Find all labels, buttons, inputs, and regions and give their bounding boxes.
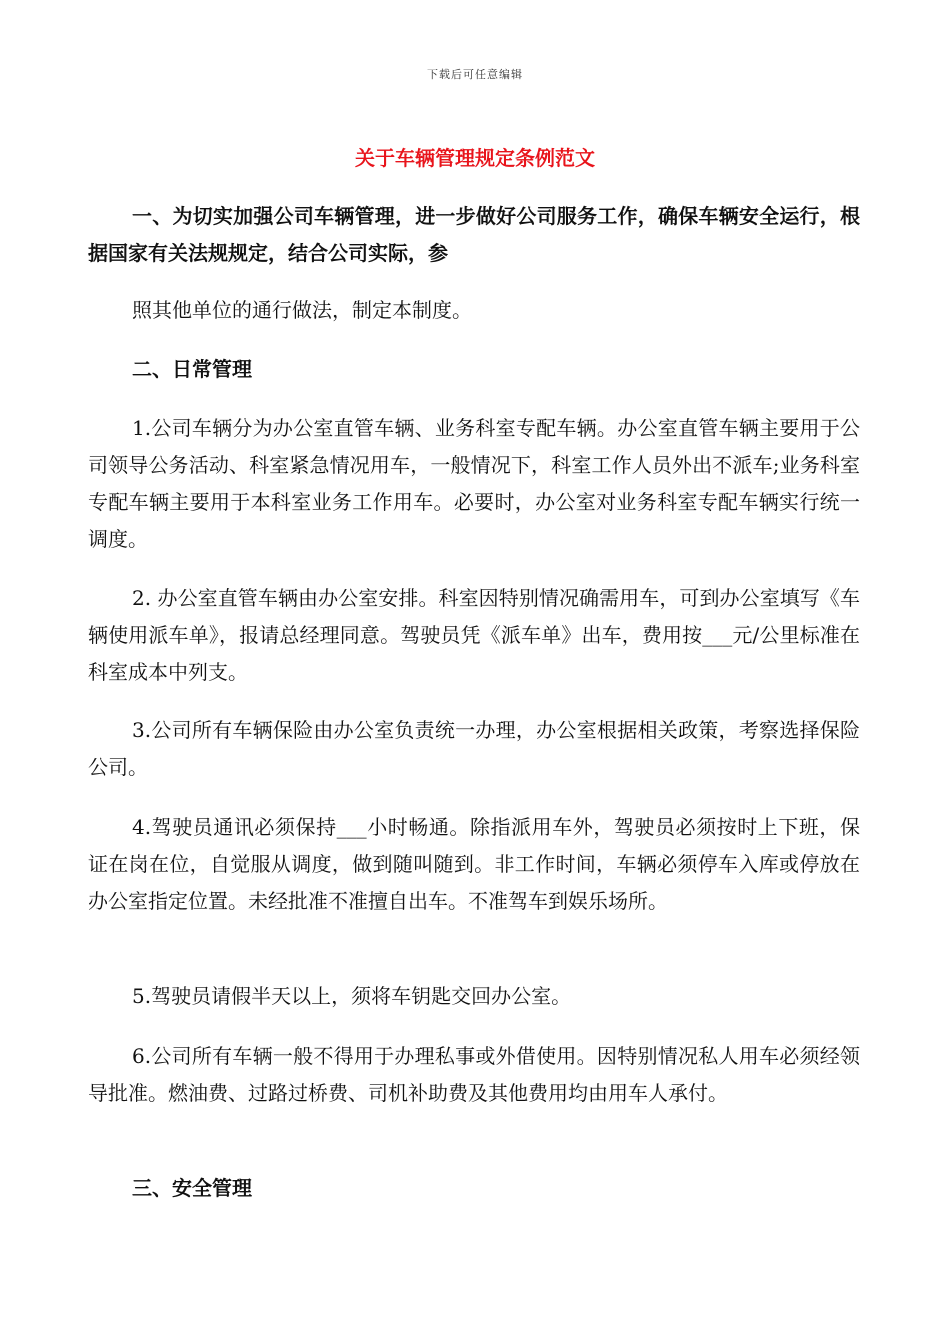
section-1-paragraph: 一、为切实加强公司车辆管理，进一步做好公司服务工作，确保车辆安全运行，根据国家有关法规规定，结合公司实际，参: [88, 204, 860, 265]
section-2-heading: 二、日常管理: [132, 357, 252, 381]
section-1-continuation: 照其他单位的通行做法，制定本制度。: [132, 298, 472, 322]
section-3-heading: 三、安全管理: [132, 1176, 252, 1200]
header-note: 下载后可任意编辑: [427, 68, 523, 81]
section-2-item-2: 2. 办公室直管车辆由办公室安排。科室因特别情况确需用车，可到办公室填写《车辆使用派车单》，报请总经理同意。驾驶员凭《派车单》出车，费用按___元/公里标准在科室成本中列支。: [88, 586, 860, 684]
document-title: 关于车辆管理规定条例范文: [355, 146, 595, 170]
section-2-item-1: 1.公司车辆分为办公室直管车辆、业务科室专配车辆。办公室直管车辆主要用于公司领导公务活动、科室紧急情况用车，一般情况下，科室工作人员外出不派车;业务科室专配车辆主要用于本科室业务工作用车。必要时，办公室对业务科室专配车辆实行统一调度。: [88, 416, 860, 551]
section-2-item-4: 4.驾驶员通讯必须保持___小时畅通。除指派用车外，驾驶员必须按时上下班，保证在岗在位，自觉服从调度，做到随叫随到。非工作时间，车辆必须停车入库或停放在办公室指定位置。未经批准不准擅自出车。不准驾车到娱乐场所。: [88, 815, 860, 913]
section-2-item-3: 3.公司所有车辆保险由办公室负责统一办理，办公室根据相关政策，考察选择保险公司。: [88, 718, 860, 779]
section-2-item-5: 5.驾驶员请假半天以上，须将车钥匙交回办公室。: [132, 984, 572, 1008]
section-2-item-6: 6.公司所有车辆一般不得用于办理私事或外借使用。因特别情况私人用车必须经领导批准。燃油费、过路过桥费、司机补助费及其他费用均由用车人承付。: [88, 1044, 860, 1105]
